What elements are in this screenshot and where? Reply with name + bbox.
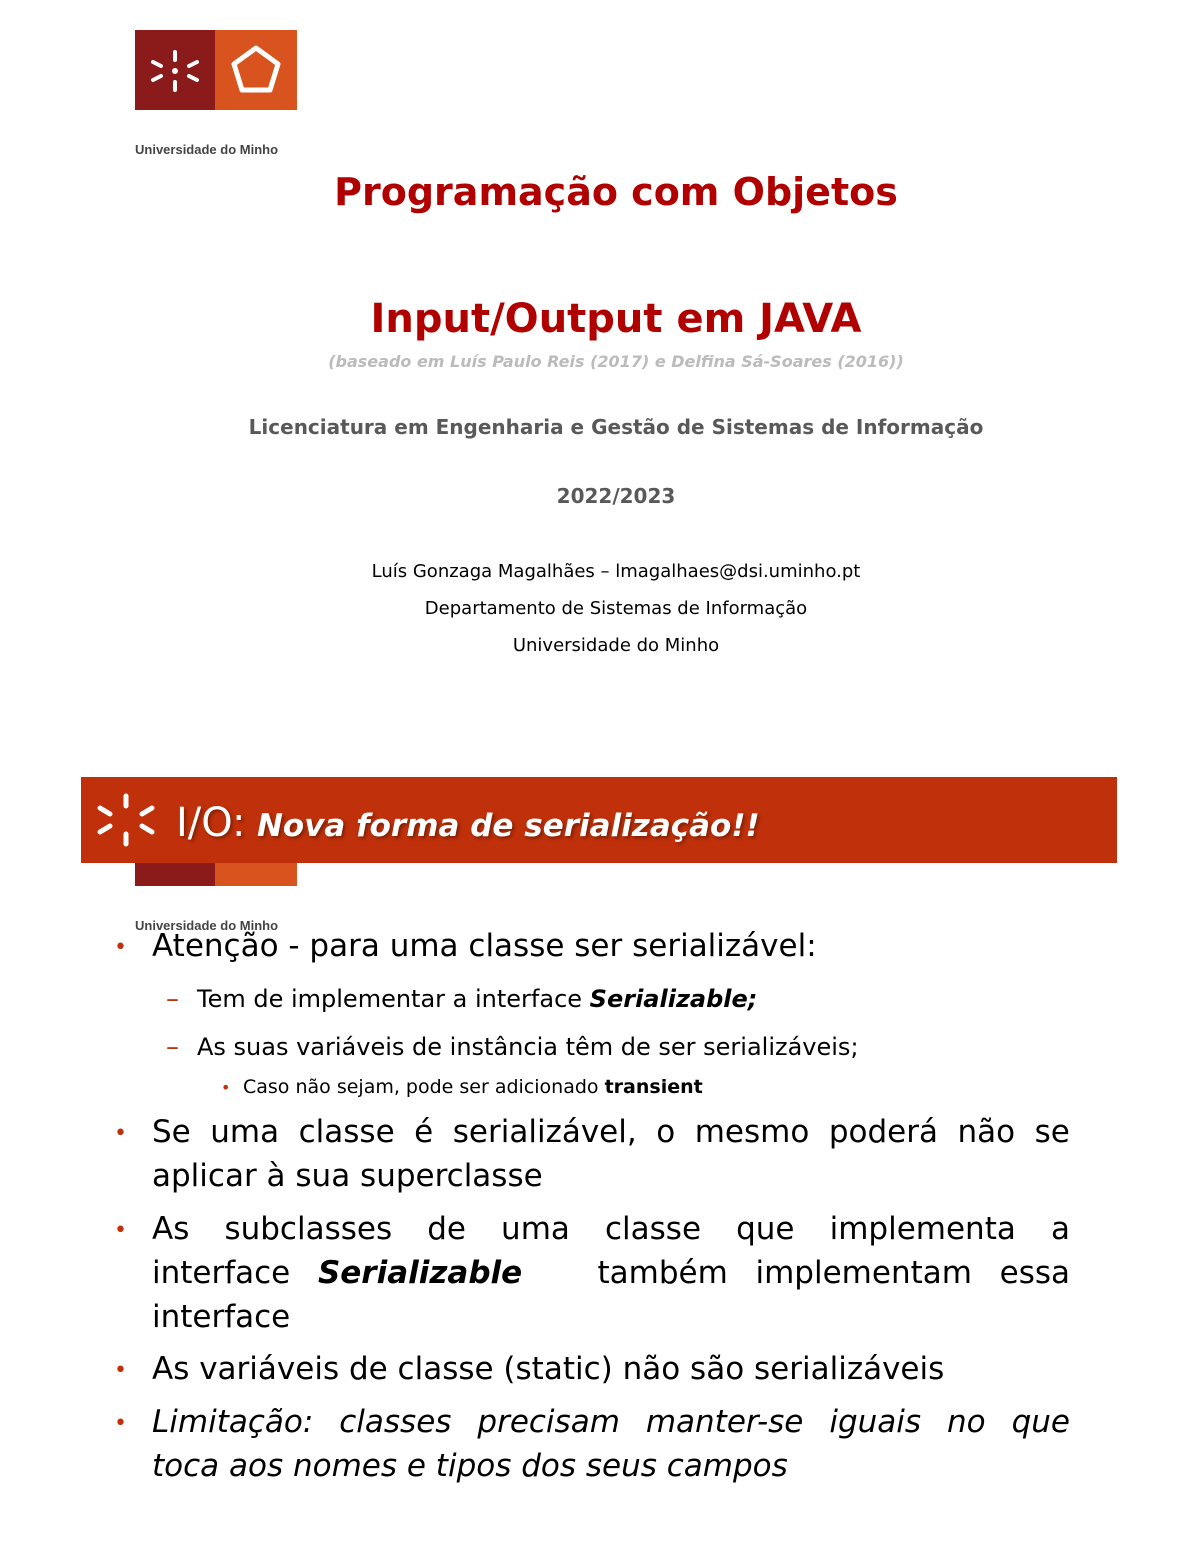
- bullet-attention: Atenção - para uma classe ser serializável:: [152, 928, 817, 964]
- dash-marker: –: [166, 984, 179, 1014]
- bullet-dot: •: [114, 935, 127, 960]
- word: é: [414, 1114, 434, 1150]
- word: também: [597, 1255, 728, 1291]
- bullet-dot: •: [114, 1411, 127, 1436]
- slide-title: [176, 800, 760, 846]
- dash-marker: –: [166, 1032, 179, 1062]
- word: poderá: [828, 1114, 938, 1150]
- word: interface: [152, 1255, 291, 1291]
- word: subclasses: [224, 1211, 393, 1247]
- word: implementa: [829, 1211, 1016, 1247]
- university-logo: [135, 30, 297, 110]
- bullet-superclass-line1: [152, 1114, 1070, 1150]
- bullet-dot: •: [114, 1121, 127, 1146]
- bullet-dot: •: [114, 1358, 127, 1383]
- department-line: Departamento de Sistemas de Informação: [424, 598, 808, 619]
- bullet-limitation-line2: toca aos nomes e tipos dos seus campos: [152, 1448, 788, 1484]
- bullet-dot: •: [221, 1078, 231, 1097]
- word: que: [1011, 1404, 1070, 1440]
- university-line: Universidade do Minho: [512, 635, 720, 656]
- word: classe: [298, 1114, 395, 1150]
- word: que: [736, 1211, 795, 1247]
- word: essa: [999, 1255, 1070, 1291]
- word: Limitação:: [152, 1404, 314, 1440]
- logo-caption-2: Universidade do Minho: [135, 918, 279, 933]
- word: classe: [604, 1211, 702, 1247]
- star-burst-icon: [94, 792, 158, 848]
- word: de: [427, 1211, 466, 1247]
- word: o: [656, 1114, 676, 1150]
- logo-emblem-left: [135, 30, 215, 110]
- spacer: [550, 1255, 570, 1291]
- word: serializável,: [452, 1114, 637, 1150]
- transient-keyword: transient: [604, 1076, 703, 1098]
- word: As: [152, 1211, 190, 1247]
- academic-year: 2022/2023: [556, 484, 676, 508]
- lecture-title: Input/Output em JAVA: [370, 296, 862, 342]
- bullet-dot: •: [114, 1218, 127, 1243]
- bullet-subclasses-line1: [152, 1211, 1070, 1247]
- bullet-subclasses-line2: [152, 1255, 1070, 1291]
- word: manter-se: [645, 1404, 804, 1440]
- word: se: [1034, 1114, 1070, 1150]
- bullet-superclass-line2: aplicar à sua superclasse: [152, 1158, 543, 1194]
- word: iguais: [829, 1404, 922, 1440]
- word: precisam: [477, 1404, 620, 1440]
- bullet-limitation-line1: [152, 1404, 1070, 1440]
- serializable-keyword: Serializable: [317, 1255, 523, 1291]
- sub-item-interface: [197, 985, 757, 1013]
- bullet-subclasses-line3: interface: [152, 1299, 291, 1335]
- course-title: Programação com Objetos: [334, 170, 898, 214]
- transient-note-text: Caso não sejam, pode ser adicionado: [243, 1076, 605, 1098]
- source-note: (baseado em Luís Paulo Reis (2017) e Delfina Sá-Soares (2016)): [328, 352, 904, 371]
- word: Se: [152, 1114, 191, 1150]
- word: classes: [339, 1404, 452, 1440]
- logo-emblem-right: [215, 30, 297, 110]
- sub-item-interface-text: Tem de implementar a interface: [197, 985, 590, 1013]
- sub-item-instance-vars: As suas variáveis de instância têm de ser serializáveis;: [197, 1033, 859, 1061]
- sub-sub-item-transient: [243, 1076, 703, 1098]
- pentagon-icon: [215, 30, 297, 110]
- bullet-static-vars: As variáveis de classe (static) não são serializáveis: [152, 1351, 945, 1387]
- serializable-keyword: Serializable;: [589, 985, 758, 1013]
- word: implementam: [755, 1255, 972, 1291]
- word: mesmo: [694, 1114, 810, 1150]
- logo-caption: Universidade do Minho: [135, 142, 279, 157]
- star-burst-icon: [135, 30, 215, 110]
- slide-title-prefix: I/O:: [176, 800, 246, 846]
- word: no: [946, 1404, 986, 1440]
- degree-name: Licenciatura em Engenharia e Gestão de Sistemas de Informação: [248, 415, 984, 439]
- word: uma: [210, 1114, 280, 1150]
- word: a: [1050, 1211, 1070, 1247]
- word: não: [957, 1114, 1016, 1150]
- author-line: Luís Gonzaga Magalhães – lmagalhaes@dsi.uminho.pt: [371, 561, 861, 582]
- slide-title-main: Nova forma de serialização!!: [256, 808, 760, 844]
- word: uma: [501, 1211, 570, 1247]
